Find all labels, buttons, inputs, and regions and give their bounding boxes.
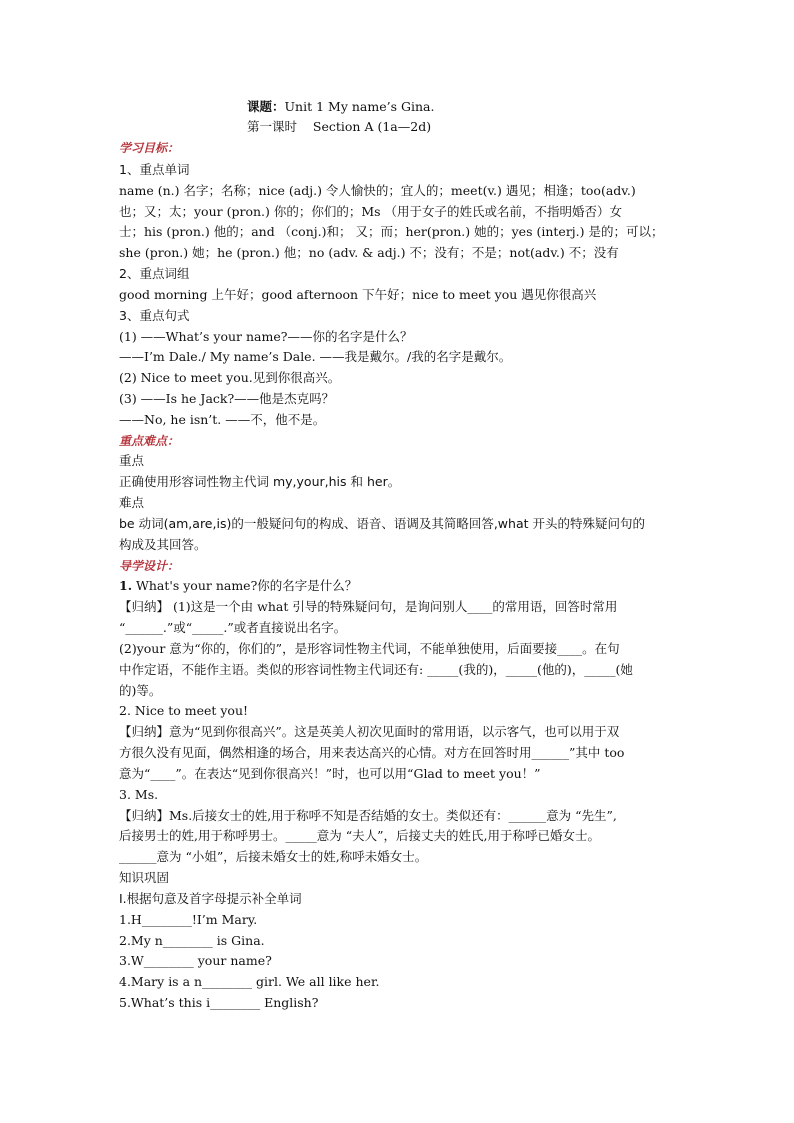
key-text: 正确使用形容词性物主代词 my,your,his 和 her。	[119, 474, 401, 489]
q2-note: 【归纳】意为“见到你很高兴”。这是英美人初次见面时的常用语，以示客气，也可以用于双	[119, 724, 620, 739]
hard-line: 构成及其回答。	[119, 537, 207, 552]
q3-note: ______意为 “小姐”，后接未婚女士的姓,称呼未婚女士。	[119, 849, 428, 864]
q1-number: 1.	[119, 578, 133, 593]
q2-note: 方很久没有见面，偶然相逢的场合，用来表达高兴的心情。对方在回答时用______”其中 too	[119, 745, 625, 760]
key-label: 重点	[119, 453, 145, 468]
phrase-line: good morning 上午好；good afternoon 下午好；nice to meet you 遇见你很高兴	[119, 287, 597, 302]
exercise-item: 4.Mary is a n________ girl. We all like her.	[119, 974, 380, 989]
lesson-subtitle	[247, 119, 431, 135]
exercise-item: 1.H________!I’m Mary.	[119, 912, 258, 927]
q1-note: (2)your 意为“你的，你们的”，是形容词性物主代词，不能单独使用，后面要接____。在句	[119, 641, 620, 656]
q1-note: 的)等。	[119, 683, 162, 698]
sentence-line: ——I’m Dale./ My name’s Dale. ——我是戴尔。/我的名字是戴尔。	[119, 349, 512, 364]
lesson-period: 第一课时	[247, 119, 298, 134]
q1-note: “______.”或“_____.”或者直接说出名字。	[119, 620, 347, 635]
hard-label: 难点	[119, 495, 145, 510]
lesson-section: Section A (1a—2d)	[312, 119, 432, 134]
exercise-item: 2.My n________ is Gina.	[119, 933, 265, 948]
objectives-header: 学习目标：	[119, 141, 180, 155]
consolidation-heading: 知识巩固	[119, 870, 170, 885]
sentence-line: (3) ——Is he Jack?——他是杰克吗？	[119, 391, 335, 406]
sentence-line: (1) ——What’s your name?——你的名字是什么？	[119, 329, 413, 344]
q1-note: 中作定语，不能作主语。类似的形容词性物主代词还有: _____(我的)，_____(他的)，_____(她	[119, 662, 633, 677]
part1-title: Ⅰ.根据句意及首字母提示补全单词	[119, 891, 302, 906]
sentence-heading: 3、重点句式	[119, 308, 190, 323]
exercise-item: 3.W________ your name?	[119, 953, 272, 968]
guide-header: 导学设计：	[119, 559, 180, 573]
lesson-title-label: 课题：	[247, 99, 285, 114]
q3-title: 3. Ms.	[119, 787, 159, 802]
phrase-heading: 2、重点词组	[119, 266, 190, 281]
lesson-title-text: Unit 1 My name’s Gina.	[284, 99, 435, 114]
lesson-title	[247, 99, 434, 115]
difficulties-header: 重点难点：	[119, 434, 180, 448]
vocab-line: name (n.) 名字；名称；nice (adj.) 令人愉快的；宜人的；meet(v.) 遇见；相逢；too(adv.)	[119, 183, 636, 198]
q2-note: 意为“____”。在表达“见到你很高兴！”时，也可以用“Glad to meet you！”	[119, 766, 541, 781]
q1-text: What's your name?你的名字是什么？	[132, 578, 358, 593]
q1-title	[119, 578, 357, 594]
q3-note: 【归纳】Ms.后接女士的姓,用于称呼不知是否结婚的女士。类似还有：______意为 “先生”,	[119, 808, 617, 823]
vocab-line: she (pron.) 她；he (pron.) 他；no (adv. & adj.) 不；没有；不是；not(adv.) 不；没有	[119, 245, 619, 260]
hard-line: be 动词(am,are,is)的一般疑问句的构成、语音、语调及其简略回答,what 开头的特殊疑问句的	[119, 516, 645, 531]
vocab-line: 也；又；太；your (pron.) 你的；你们的；Ms （用于女子的姓氏或名前，不指明婚否）女	[119, 204, 623, 219]
vocab-heading: 1、重点单词	[119, 162, 190, 177]
vocab-line: 士；his (pron.) 他的；and （conj.)和； 又；而；her(pron.) 她的；yes (interj.) 是的；可以；	[119, 224, 664, 239]
exercise-item: 5.What’s this i________ English?	[119, 995, 319, 1010]
sentence-line: ——No, he isn’t. ——不，他不是。	[119, 412, 326, 427]
q3-note: 后接男士的姓,用于称呼男士。_____意为 “夫人”，后接丈夫的姓氏,用于称呼已婚女士。	[119, 828, 600, 843]
q2-title: 2. Nice to meet you!	[119, 703, 249, 718]
sentence-line: (2) Nice to meet you.见到你很高兴。	[119, 370, 341, 385]
q1-note: 【归纳】 (1)这是一个由 what 引导的特殊疑问句，是询问别人____的常用语，回答时常用	[119, 599, 618, 614]
